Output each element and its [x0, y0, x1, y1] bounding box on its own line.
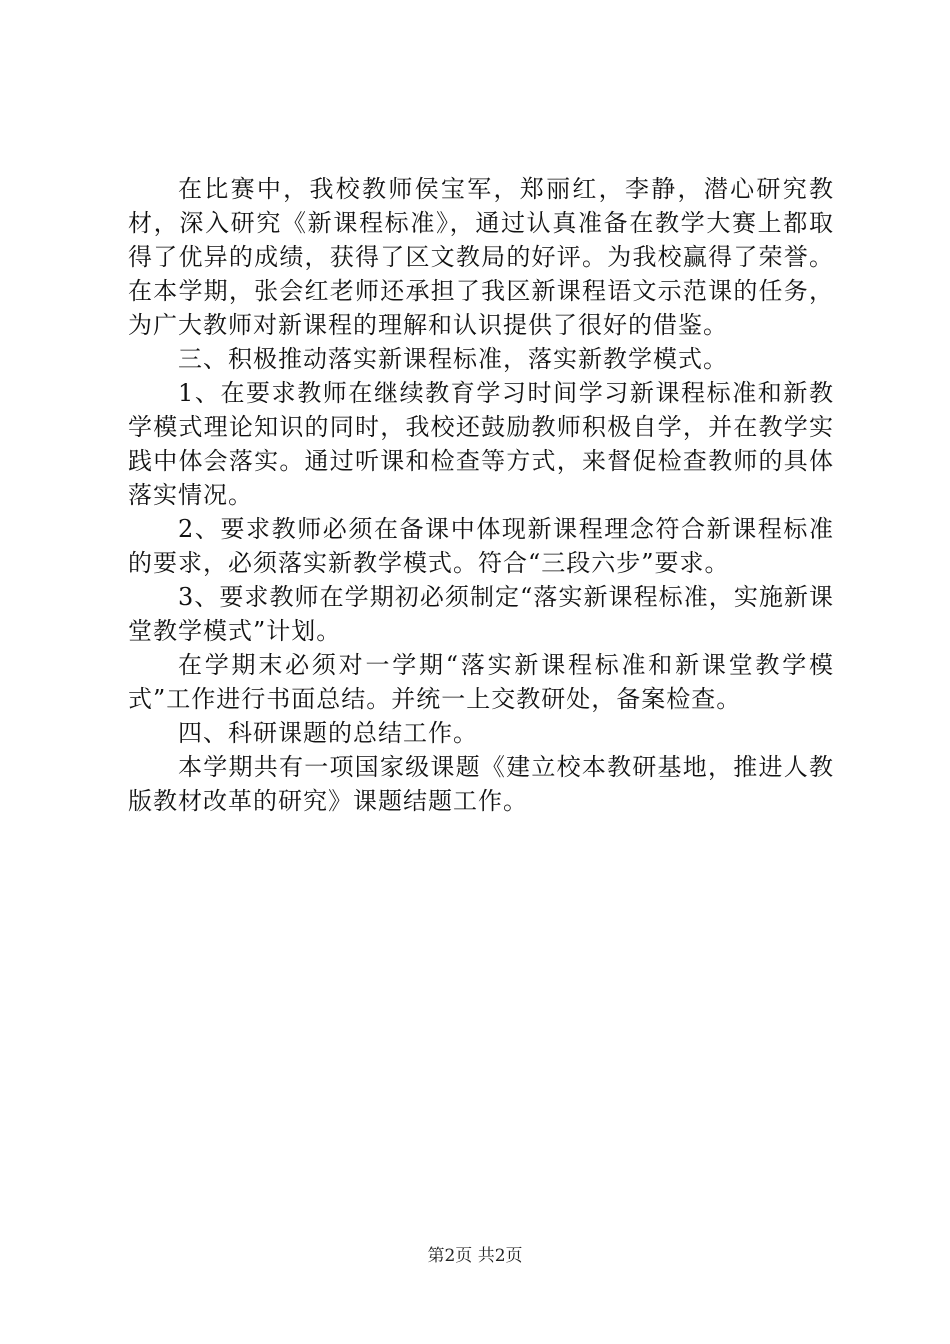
paragraph-item-1: 1、在要求教师在继续教育学习时间学习新课程标准和新教学模式理论知识的同时，我校还鼓励教师积极自学，并在教学实践中体会落实。通过听课和检查等方式，来督促检查教师的具体落实情况。 [128, 379, 834, 509]
paragraph-item-2: 2、要求教师必须在备课中体现新课程理念符合新课程标准的要求，必须落实新教学模式。符合“三段六步”要求。 [128, 515, 834, 577]
paragraph-competition-results: 在比赛中，我校教师侯宝军，郑丽红，李静，潜心研究教材，深入研究《新课程标准》，通过认真准备在教学大赛上都取得了优异的成绩，获得了区文教局的好评。为我校赢得了荣誉。在本学期，张会红老师还承担了我区新课程语文示范课的任务，为广大教师对新课程的理解和认识提供了很好的借鉴。 [128, 175, 834, 339]
paragraph-item-3: 3、要求教师在学期初必须制定“落实新课程标准，实施新课堂教学模式”计划。 [128, 583, 834, 645]
heading-section-three: 三、积极推动落实新课程标准，落实新教学模式。 [178, 345, 728, 373]
paragraph-term-summary: 在学期末必须对一学期“落实新课程标准和新课堂教学模式”工作进行书面总结。并统一上交教研处，备案检查。 [128, 651, 834, 713]
heading-section-four: 四、科研课题的总结工作。 [178, 719, 478, 747]
document-body [128, 172, 834, 818]
paragraph-research-project: 本学期共有一项国家级课题《建立校本教研基地，推进人教版教材改革的研究》课题结题工作。 [128, 753, 834, 815]
page-number-footer: 第2页 共2页 [427, 1246, 523, 1266]
